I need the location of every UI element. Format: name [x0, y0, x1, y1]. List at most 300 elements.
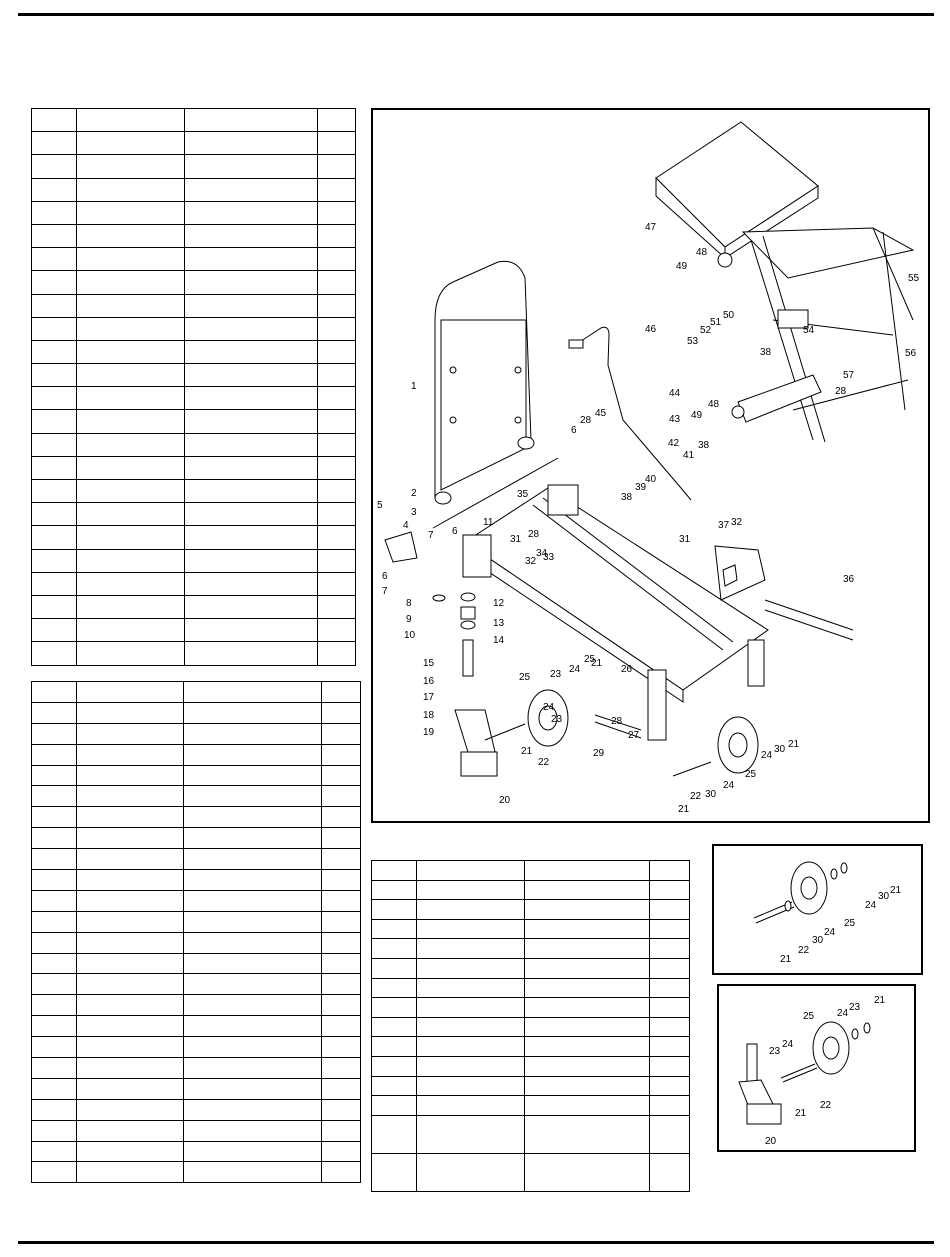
parts-table-lower-left: [31, 681, 361, 1183]
table-cell: [318, 271, 356, 294]
table-cell: [372, 880, 417, 900]
table-cell: [185, 456, 318, 479]
callout-number: 37: [718, 520, 730, 531]
callout-number: 30: [812, 935, 824, 946]
handle-foot: [518, 437, 534, 449]
table-cell: [32, 932, 77, 953]
table-cell: [318, 595, 356, 618]
bearing: [785, 901, 791, 911]
table-cell: [417, 978, 525, 998]
table-cell: [32, 911, 77, 932]
table-cell: [77, 1078, 184, 1099]
table-cell: [372, 1153, 417, 1191]
table-cell: [77, 364, 185, 387]
table-cell: [318, 387, 356, 410]
table-cell: [318, 619, 356, 642]
parts-table-lower-right: [371, 860, 690, 1192]
table-cell: [525, 1056, 650, 1076]
table-cell: [525, 1153, 650, 1191]
table-row: [32, 807, 361, 828]
table-cell: [77, 1120, 184, 1141]
table-cell: [32, 974, 77, 995]
callout-number: 48: [708, 399, 720, 410]
callout-number: 21: [795, 1108, 807, 1119]
table-cell: [318, 178, 356, 201]
callout-number: 19: [423, 727, 435, 738]
table-cell: [32, 642, 77, 665]
table-row: [32, 410, 356, 433]
table-cell: [32, 723, 77, 744]
table-cell: [32, 387, 77, 410]
table-cell: [77, 744, 184, 765]
table-cell: [650, 919, 690, 939]
handle-grip: [569, 340, 583, 348]
table-cell: [77, 1141, 184, 1162]
callout-number: 28: [528, 529, 540, 540]
wheel-hub: [729, 733, 747, 757]
handle-frame: [441, 320, 526, 490]
callout-number: 9: [406, 614, 412, 625]
table-row: [372, 958, 690, 978]
exploded-parts-diagram: [371, 108, 930, 823]
table-cell: [525, 1076, 650, 1096]
table-cell: [372, 1037, 417, 1057]
table-cell: [525, 1037, 650, 1057]
table-row: [32, 932, 361, 953]
table-cell: [650, 978, 690, 998]
table-cell: [417, 1017, 525, 1037]
table-cell: [322, 953, 361, 974]
table-cell: [77, 1162, 184, 1183]
wheel-hub: [823, 1037, 839, 1059]
table-row: [32, 828, 361, 849]
table-cell: [32, 890, 77, 911]
foot-pedal: [385, 532, 417, 562]
callout-number: 25: [803, 1011, 815, 1022]
callout-number: 20: [765, 1136, 777, 1147]
table-row: [372, 939, 690, 959]
table-cell: [185, 410, 318, 433]
handle-foot: [435, 492, 451, 504]
callout-number: 56: [905, 348, 917, 359]
table-row: [372, 1076, 690, 1096]
table-cell: [184, 953, 322, 974]
table-row: [32, 549, 356, 572]
table-cell: [318, 572, 356, 595]
caster-stem: [463, 640, 473, 676]
callout-number: 52: [700, 325, 712, 336]
table-cell: [32, 595, 77, 618]
table-cell: [185, 619, 318, 642]
table-cell: [322, 1016, 361, 1037]
table-cell: [525, 1017, 650, 1037]
table-cell: [185, 271, 318, 294]
table-row: [32, 1016, 361, 1037]
table-cell: [77, 155, 185, 178]
table-cell: [77, 132, 185, 155]
table-cell: [185, 132, 318, 155]
bearing: [461, 621, 475, 629]
table-row: [32, 890, 361, 911]
table-cell: [318, 433, 356, 456]
table-cell: [318, 456, 356, 479]
table-cell: [525, 880, 650, 900]
table-cell: [650, 900, 690, 920]
table-cell: [77, 1016, 184, 1037]
table-cell: [32, 480, 77, 503]
table-cell: [322, 1058, 361, 1079]
table-cell: [417, 1096, 525, 1116]
table-row: [32, 1141, 361, 1162]
table-cell: [184, 995, 322, 1016]
table-cell: [372, 1056, 417, 1076]
axle: [673, 762, 711, 776]
table-cell: [32, 849, 77, 870]
table-cell: [32, 995, 77, 1016]
table-cell: [77, 723, 184, 744]
hole: [450, 417, 456, 423]
table-cell: [322, 911, 361, 932]
table-cell: [184, 1016, 322, 1037]
bushing: [718, 253, 732, 267]
table-cell: [184, 1162, 322, 1183]
callout-number: 21: [788, 739, 800, 750]
table-cell: [32, 526, 77, 549]
table-cell: [417, 1153, 525, 1191]
table-cell: [322, 974, 361, 995]
table-cell: [417, 919, 525, 939]
callout-number: 5: [377, 500, 383, 511]
table-cell: [372, 998, 417, 1018]
table-cell: [77, 387, 185, 410]
callout-number: 38: [760, 347, 772, 358]
callout-number: 25: [844, 918, 856, 929]
table-cell: [32, 1016, 77, 1037]
table-cell: [77, 702, 184, 723]
hole: [450, 367, 456, 373]
callout-number: 36: [843, 574, 855, 585]
callout-number: 25: [584, 654, 596, 665]
table-cell: [77, 619, 185, 642]
bearing: [852, 1029, 858, 1039]
table-cell: [77, 786, 184, 807]
callout-number: 21: [678, 804, 690, 815]
table-cell: [77, 642, 185, 665]
table-cell: [650, 861, 690, 881]
callout-number: 25: [519, 672, 531, 683]
callout-number: 41: [683, 450, 695, 461]
table-cell: [32, 549, 77, 572]
parts-table-body: [32, 682, 361, 1183]
callout-number: 21: [591, 658, 603, 669]
callout-number: 24: [569, 664, 581, 675]
table-cell: [322, 682, 361, 703]
table-cell: [184, 1120, 322, 1141]
table-cell: [32, 132, 77, 155]
table-cell: [77, 248, 185, 271]
callout-number: 32: [731, 517, 743, 528]
table-cell: [372, 1017, 417, 1037]
parts-table-upper-left: [31, 108, 356, 666]
table-row: [32, 155, 356, 178]
table-cell: [318, 642, 356, 665]
table-cell: [322, 807, 361, 828]
table-cell: [77, 201, 185, 224]
callout-number: 22: [798, 945, 810, 956]
callout-number: 33: [543, 552, 555, 563]
table-row: [32, 682, 361, 703]
table-cell: [185, 109, 318, 132]
callout-number: 24: [543, 702, 555, 713]
table-cell: [77, 224, 185, 247]
table-row: [32, 132, 356, 155]
table-cell: [417, 900, 525, 920]
callout-number: 6: [452, 526, 458, 537]
table-cell: [650, 998, 690, 1018]
washer: [841, 863, 847, 873]
table-cell: [185, 387, 318, 410]
callout-number: 26: [621, 664, 633, 675]
table-cell: [417, 880, 525, 900]
callout-number: 17: [423, 692, 435, 703]
table-cell: [184, 1099, 322, 1120]
callout-number: 51: [710, 317, 722, 328]
table-cell: [322, 890, 361, 911]
table-row: [32, 849, 361, 870]
table-cell: [77, 1058, 184, 1079]
table-row: [32, 178, 356, 201]
table-cell: [318, 526, 356, 549]
table-row: [32, 503, 356, 526]
table-cell: [77, 995, 184, 1016]
table-cell: [32, 953, 77, 974]
table-cell: [184, 870, 322, 891]
table-row: [32, 870, 361, 891]
callout-number: 21: [780, 954, 792, 965]
table-cell: [32, 572, 77, 595]
table-cell: [185, 364, 318, 387]
frame-leg: [748, 640, 764, 686]
table-cell: [318, 224, 356, 247]
callout-number: 24: [782, 1039, 794, 1050]
table-cell: [185, 526, 318, 549]
table-cell: [184, 890, 322, 911]
table-row: [32, 364, 356, 387]
table-row: [32, 911, 361, 932]
bracket: [548, 485, 578, 515]
table-cell: [318, 248, 356, 271]
table-cell: [77, 456, 185, 479]
table-cell: [417, 998, 525, 1018]
table-cell: [77, 317, 185, 340]
table-cell: [32, 744, 77, 765]
bearing: [461, 593, 475, 601]
table-row: [32, 1120, 361, 1141]
table-cell: [322, 849, 361, 870]
callout-number: 28: [580, 415, 592, 426]
callout-number: 24: [824, 927, 836, 938]
table-cell: [185, 201, 318, 224]
table-cell: [32, 1058, 77, 1079]
table-cell: [322, 744, 361, 765]
table-cell: [32, 109, 77, 132]
callout-number: 50: [723, 310, 735, 321]
table-row: [32, 201, 356, 224]
table-row: [32, 433, 356, 456]
table-cell: [32, 248, 77, 271]
axle: [485, 724, 525, 740]
table-cell: [525, 958, 650, 978]
table-cell: [318, 364, 356, 387]
callout-number: 7: [428, 530, 434, 541]
callout-number: 48: [696, 247, 708, 258]
table-cell: [77, 178, 185, 201]
callout-number: 49: [691, 410, 703, 421]
table-row: [372, 1115, 690, 1153]
table-cell: [32, 786, 77, 807]
callout-number: 31: [679, 534, 691, 545]
table-cell: [77, 807, 184, 828]
table-row: [32, 619, 356, 642]
table-cell: [185, 317, 318, 340]
bearing: [831, 869, 837, 879]
table-cell: [650, 939, 690, 959]
table-row: [372, 1056, 690, 1076]
callout-number: 45: [595, 408, 607, 419]
table-row: [32, 480, 356, 503]
table-cell: [32, 433, 77, 456]
table-cell: [32, 765, 77, 786]
table-row: [32, 526, 356, 549]
table-cell: [184, 911, 322, 932]
table-cell: [32, 828, 77, 849]
table-cell: [32, 807, 77, 828]
callout-number: 30: [878, 891, 890, 902]
table-cell: [32, 294, 77, 317]
table-cell: [650, 1096, 690, 1116]
bottom-rule: [18, 1241, 934, 1244]
table-cell: [372, 978, 417, 998]
table-row: [32, 995, 361, 1016]
table-row: [32, 702, 361, 723]
table-row: [32, 248, 356, 271]
table-cell: [318, 109, 356, 132]
callout-number: 46: [645, 324, 657, 335]
callout-number: 1: [411, 381, 417, 392]
table-cell: [185, 572, 318, 595]
table-cell: [185, 224, 318, 247]
callout-number: 32: [525, 556, 537, 567]
table-cell: [185, 248, 318, 271]
table-cell: [322, 1162, 361, 1183]
table-cell: [417, 939, 525, 959]
callout-number: 23: [551, 714, 563, 725]
hole: [515, 367, 521, 373]
table-cell: [184, 1037, 322, 1058]
callout-number: 13: [493, 618, 505, 629]
arm-bushing: [732, 406, 744, 418]
table-cell: [417, 861, 525, 881]
table-cell: [650, 1153, 690, 1191]
table-cell: [32, 155, 77, 178]
table-cell: [650, 1017, 690, 1037]
callout-number: 21: [521, 746, 533, 757]
table-cell: [318, 480, 356, 503]
washer: [433, 595, 445, 601]
table-cell: [77, 1037, 184, 1058]
table-cell: [650, 1056, 690, 1076]
callout-number: 2: [411, 488, 417, 499]
frame-leg: [648, 670, 666, 740]
table-row: [32, 109, 356, 132]
table-cell: [525, 939, 650, 959]
hydraulic-cylinder: [715, 546, 765, 600]
table-cell: [417, 1076, 525, 1096]
callout-number: 53: [687, 336, 699, 347]
table-cell: [322, 1078, 361, 1099]
table-cell: [77, 849, 184, 870]
caster-stem: [747, 1044, 757, 1084]
table-cell: [32, 178, 77, 201]
table-cell: [32, 201, 77, 224]
callout-number: 30: [774, 744, 786, 755]
callout-number: 35: [517, 489, 529, 500]
table-cell: [185, 595, 318, 618]
table-cell: [322, 786, 361, 807]
table-cell: [32, 1037, 77, 1058]
callout-number: 6: [571, 425, 577, 436]
callout-number: 24: [865, 900, 877, 911]
table-cell: [318, 503, 356, 526]
table-row: [32, 1037, 361, 1058]
table-cell: [184, 744, 322, 765]
table-cell: [77, 911, 184, 932]
table-cell: [184, 849, 322, 870]
table-cell: [318, 155, 356, 178]
table-row: [32, 572, 356, 595]
table-cell: [185, 549, 318, 572]
table-cell: [185, 294, 318, 317]
callout-number: 30: [705, 789, 717, 800]
table-cell: [372, 1115, 417, 1153]
table-cell: [77, 433, 185, 456]
table-cell: [650, 880, 690, 900]
table-cell: [184, 786, 322, 807]
table-cell: [77, 572, 185, 595]
table-cell: [318, 549, 356, 572]
callout-number: 49: [676, 261, 688, 272]
table-cell: [32, 619, 77, 642]
table-cell: [372, 1096, 417, 1116]
callout-number: 14: [493, 635, 505, 646]
table-cell: [322, 870, 361, 891]
callout-number: 8: [406, 598, 412, 609]
table-cell: [322, 723, 361, 744]
lift-arm: [738, 375, 821, 422]
callout-number: 42: [668, 438, 680, 449]
table-cell: [77, 294, 185, 317]
table-cell: [77, 410, 185, 433]
callout-number: 15: [423, 658, 435, 669]
table-cell: [185, 480, 318, 503]
table-cell: [322, 702, 361, 723]
wheel-hub: [801, 877, 817, 899]
table-cell: [77, 340, 185, 363]
table-cell: [322, 995, 361, 1016]
table-cell: [322, 1141, 361, 1162]
table-cell: [32, 340, 77, 363]
table-cell: [372, 1076, 417, 1096]
